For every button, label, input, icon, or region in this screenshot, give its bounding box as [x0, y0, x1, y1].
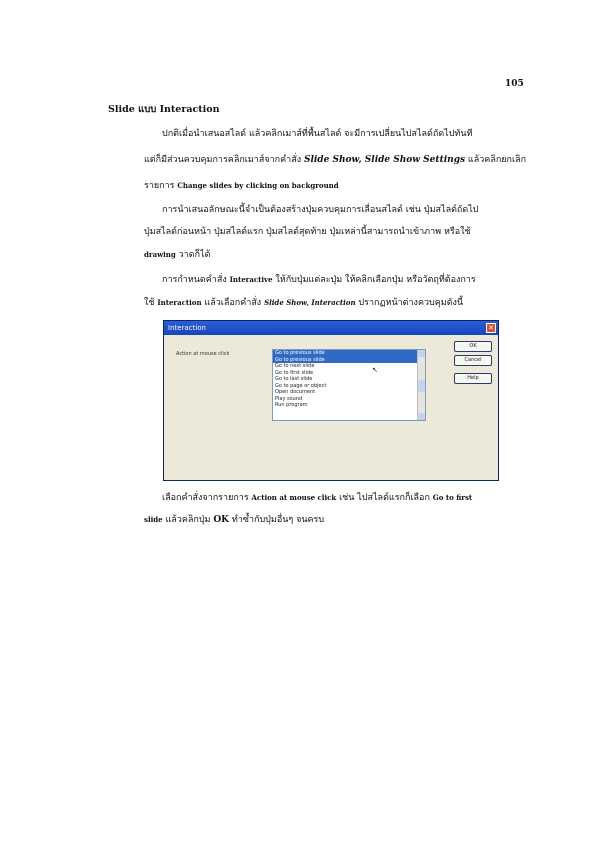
para1-line2-tail: แล้วคลิกยกเลิก	[465, 155, 527, 165]
list-item[interactable]: Run program	[275, 402, 308, 408]
ok-button[interactable]: OK	[454, 341, 492, 352]
list-item[interactable]: Go to first slide	[275, 369, 314, 376]
para2-line3	[144, 247, 210, 261]
para2-line3-tail: วาดก็ได้	[175, 250, 211, 260]
help-button[interactable]: Help	[454, 373, 492, 384]
para3-line1-tail: ให้กับปุ่มแต่ละปุ่ม ให้คลิกเลือกปุ่ม หรือวัตถุที่ต้องการ	[272, 275, 476, 285]
interaction-term: Interaction	[157, 298, 202, 307]
scroll-down-icon[interactable]	[418, 413, 425, 420]
cancel-button[interactable]: Cancel	[454, 355, 492, 366]
list-item[interactable]: Go to next slide	[275, 363, 315, 369]
ok-term: OK	[213, 515, 230, 525]
list-item[interactable]: Go to previous slide	[273, 357, 425, 364]
para3-line1-text: การกำหนดคำสั่ง	[162, 275, 230, 285]
para1-line2	[144, 152, 526, 166]
para4-line1	[162, 490, 472, 504]
scroll-thumb[interactable]	[418, 380, 425, 392]
mouse-cursor-icon: ↖	[372, 366, 378, 374]
listbox-scrollbar[interactable]	[417, 350, 425, 420]
para2-line2: ปุ่มสไลด์ก่อนหน้า ปุ่มสไลด์แรก ปุ่มสไลด์สุดท้าย ปุ่มเหล่านี้สามารถนำเข้าภาพ หรือใช้	[144, 227, 471, 237]
section-heading: Slide แบบ Interaction	[108, 104, 220, 115]
para4-line1-mid: เช่น ไปสไลด์แรกก็เลือก	[336, 493, 433, 503]
action-listbox[interactable]	[272, 349, 426, 421]
menu-path: Slide Show, Slide Show Settings	[303, 155, 466, 165]
scroll-up-icon[interactable]	[418, 350, 425, 357]
para4-line1-text: เลือกคำสั่งจากรายการ	[162, 493, 252, 503]
interactive-term: Interactive	[229, 275, 273, 284]
dialog-title: Interaction	[168, 324, 206, 332]
list-item[interactable]: Play sound	[275, 395, 303, 402]
para3-line2-mid: แล้วเลือกคำสั่ง	[201, 298, 265, 308]
slide-term: slide	[144, 515, 163, 524]
list-item[interactable]: Go to last slide	[275, 376, 313, 382]
action-field-term: Action at mouse click	[251, 493, 337, 502]
page-number: 105	[505, 79, 524, 89]
close-icon[interactable]: ✕	[486, 323, 496, 333]
interaction-dialog	[163, 320, 499, 481]
dialog-title-bar	[164, 321, 498, 335]
listbox-selected-value[interactable]: Go to previous slide	[273, 350, 425, 357]
option-name: Change slides by clicking on background	[177, 181, 339, 190]
para1-line3	[144, 178, 339, 192]
para3-line1	[162, 272, 476, 286]
list-item[interactable]: Go to page or object	[275, 382, 327, 389]
para2-line1: การนำเสนอลักษณะนี้จำเป็นต้องสร้างปุ่มควบคุมการเลื่อนสไลด์ เช่น ปุ่มสไลด์ถัดไป	[162, 205, 479, 215]
para3-line2-tail: ปรากฏหน้าต่างควบคุมดังนี้	[355, 298, 464, 308]
para4-line2-text: แล้วคลิกปุ่ม	[162, 515, 214, 525]
drawing-term: drawing	[144, 250, 176, 259]
para1-line3-text: รายการ	[144, 181, 178, 191]
list-item[interactable]: Open document	[275, 389, 316, 395]
para1-line1: ปกติเมื่อนำเสนอสไลด์ แล้วคลิกเมาส์ที่พื้นสไลด์ จะมีการเปลี่ยนไปสไลด์ถัดไปทันที	[162, 129, 473, 139]
para1-line2-text: แต่ก็มีส่วนควบคุมการคลิกเมาส์จากคำสั่ง	[144, 155, 304, 165]
action-label: Action at mouse click	[176, 351, 230, 357]
go-to-first-term: Go to first	[432, 493, 473, 502]
para4-line2-tail: ทำซ้ำกับปุ่มอื่นๆ จนครบ	[229, 515, 325, 525]
para4-line2	[144, 512, 324, 526]
para3-line2-text: ใช้	[144, 298, 158, 308]
para3-line2	[144, 295, 463, 309]
menu-path-interaction: Slide Show, Interaction	[264, 298, 356, 307]
